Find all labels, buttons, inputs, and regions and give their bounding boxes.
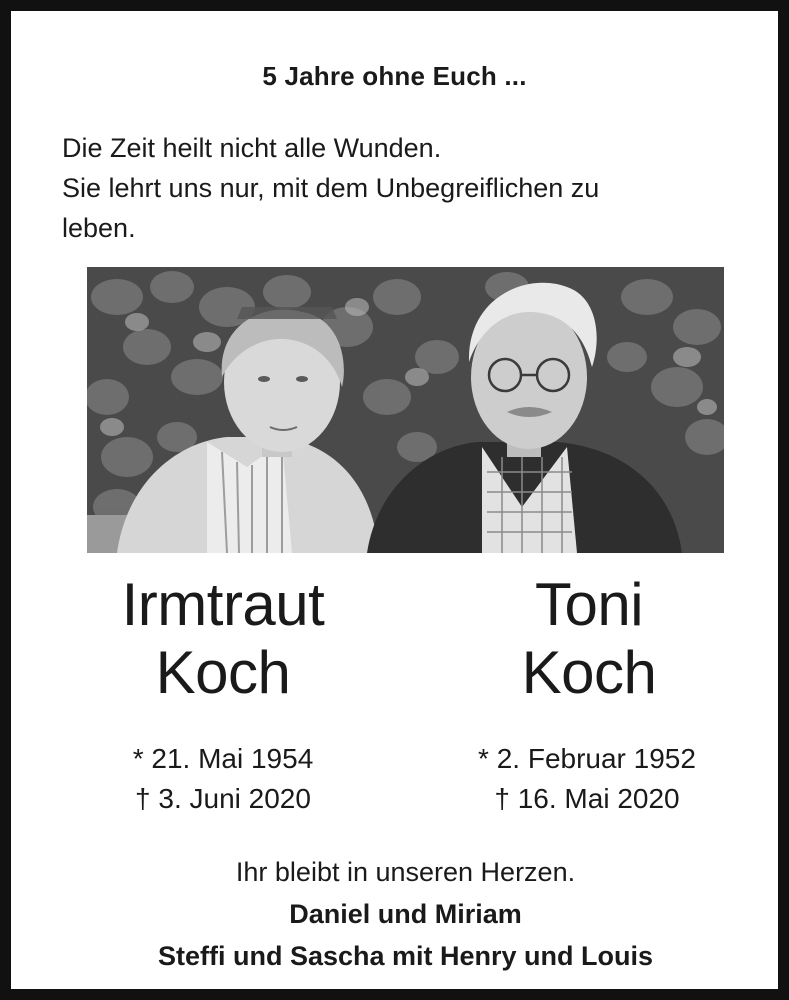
quote-line-2: Sie lehrt uns nur, mit dem Unbegreiflichen zu	[62, 173, 600, 203]
first-name-right: Toni	[534, 571, 644, 638]
last-name-right: Koch	[521, 639, 657, 706]
closing	[11, 851, 789, 977]
first-name-left: Irmtraut	[121, 571, 325, 638]
closing-line-1: Ihr bleibt in unseren Herzen.	[235, 857, 576, 887]
closing-line-3: Steffi und Sascha mit Henry und Louis	[157, 941, 654, 971]
dates-left	[73, 739, 373, 819]
name-toni	[439, 571, 739, 707]
headline: 5 Jahre ohne Euch ...	[262, 61, 527, 91]
quote	[62, 128, 742, 248]
couple-photo	[87, 267, 724, 553]
last-name-left: Koch	[155, 639, 291, 706]
quote-line-3: leben.	[62, 213, 136, 243]
dates-right	[437, 739, 737, 819]
died-left: † 3. Juni 2020	[135, 783, 311, 814]
born-right: * 2. Februar 1952	[478, 743, 696, 774]
names-section	[11, 571, 789, 731]
died-right: † 16. Mai 2020	[494, 783, 680, 814]
quote-line-1: Die Zeit heilt nicht alle Wunden.	[62, 133, 442, 163]
born-left: * 21. Mai 1954	[132, 743, 314, 774]
closing-line-2: Daniel und Miriam	[289, 899, 522, 929]
name-irmtraut	[73, 571, 373, 707]
